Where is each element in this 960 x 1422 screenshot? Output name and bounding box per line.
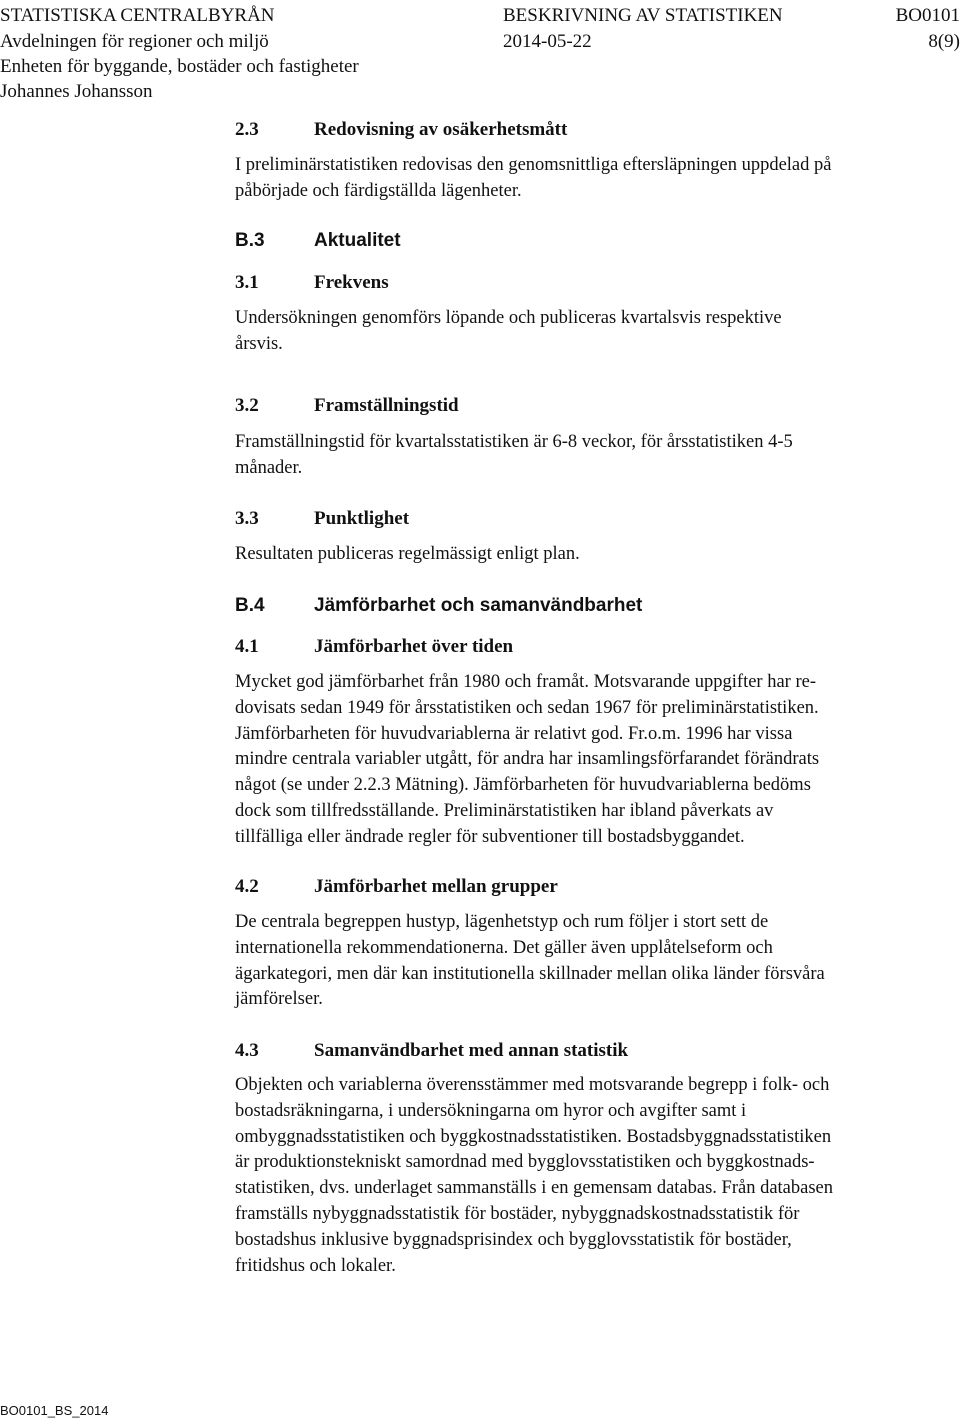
section-3-1-number: 3.1 (235, 272, 259, 293)
section-3-3-title: Punktlighet (314, 508, 410, 529)
body-line: mindre centrala variabler utgått, för andra har insamlingsförfarandet förändrats (235, 749, 820, 770)
header-page-number: 8(9) (928, 31, 960, 52)
body-line: Mycket god jämförbarhet från 1980 och framåt. Motsvarande uppgifter har re- (235, 672, 816, 692)
chapter-b4-title: Jämförbarhet och samanvändbarhet (314, 595, 643, 616)
chapter-b3-title: Aktualitet (314, 230, 401, 251)
body-line: I preliminärstatistiken redovisas den genomsnittliga eftersläpningen uppdelad på (235, 155, 832, 175)
section-3-3-body (235, 542, 925, 568)
body-line: fritidshus och lokaler. (235, 1255, 396, 1276)
body-line: ägarkategori, men där kan institutionella skillnader mellan olika länder försvåra (235, 963, 825, 984)
header-author: Johannes Johansson (0, 81, 153, 102)
body-line: ombyggnadsstatistiken och byggkostnadsstatistiken. Bostadsbyggnadsstatistiken (235, 1126, 832, 1147)
body-line: dovisats sedan 1949 för årsstatistiken och sedan 1967 för preliminärstatistiken. (235, 697, 819, 718)
section-4-1-title: Jämförbarhet över tiden (314, 636, 514, 657)
section-4-2-number: 4.2 (235, 876, 259, 897)
section-3-2-number: 3.2 (235, 395, 259, 416)
header-doc-type: BESKRIVNING AV STATISTIKEN (503, 5, 783, 26)
chapter-b3-number: B.3 (235, 230, 265, 251)
body-line: Undersökningen genomförs löpande och publiceras kvartalsvis respektive (235, 308, 782, 328)
body-line: påbörjade och färdigställda lägenheter. (235, 180, 522, 201)
footer-document-code: BO0101_BS_2014 (0, 1403, 109, 1418)
body-line: bostadshus inklusive byggnadsprisindex och bygglovsstatistik för bostäder, (235, 1229, 792, 1250)
header-org: STATISTISKA CENTRALBYRÅN (0, 5, 275, 26)
header-unit: Enheten för byggande, bostäder och fastigheter (0, 56, 359, 77)
body-line: Resultaten publiceras regelmässigt enligt plan. (235, 544, 580, 564)
body-line: Framställningstid för kvartalsstatistiken är 6-8 veckor, för årsstatistiken 4-5 (235, 432, 793, 452)
section-3-1-body (235, 306, 925, 358)
section-4-3-title: Samanvändbarhet med annan statistik (314, 1040, 629, 1061)
body-line: månader. (235, 457, 303, 478)
header-department: Avdelningen för regioner och miljö (0, 31, 269, 52)
section-4-3-number: 4.3 (235, 1040, 259, 1061)
section-4-1-body (235, 670, 925, 851)
body-line: något (se under 2.2.3 Mätning). Jämförbarheten för huvudvariablerna bedöms (235, 775, 811, 796)
section-4-1-number: 4.1 (235, 636, 259, 657)
section-3-2-title: Framställningstid (314, 395, 459, 416)
header-doc-code: BO0101 (895, 5, 960, 26)
section-4-3-body (235, 1073, 925, 1279)
body-line: bostadsräkningarna, i undersökningarna om hyror och avgifter samt i (235, 1100, 747, 1121)
section-2-3-number: 2.3 (235, 119, 259, 140)
section-3-2-body (235, 430, 925, 482)
body-line: Objekten och variablerna överensstämmer med motsvarande begrepp i folk- och (235, 1075, 830, 1095)
body-line: internationella rekommendationerna. Det gäller även upplåtelseform och (235, 937, 773, 958)
header-date: 2014-05-22 (503, 31, 592, 52)
section-4-2-body (235, 910, 925, 1013)
body-line: Jämförbarheten för huvudvariablerna är relativt god. Fr.o.m. 1996 har vissa (235, 723, 793, 744)
body-line: framställs nybyggnadsstatistik för bostäder, nybyggnadskostnadsstatistik för (235, 1203, 800, 1224)
section-2-3-title: Redovisning av osäkerhetsmått (314, 119, 568, 140)
section-3-3-number: 3.3 (235, 508, 259, 529)
section-4-2-title: Jämförbarhet mellan grupper (314, 876, 558, 897)
body-line: jämförelser. (235, 989, 323, 1010)
body-line: De centrala begreppen hustyp, lägenhetstyp och rum följer i stort sett de (235, 912, 769, 932)
body-line: är produktionstekniskt samordnad med bygglovsstatistiken och byggkostnads- (235, 1152, 815, 1173)
body-line: statistiken, dvs. underlaget sammanställs i en gemensam databas. Från databasen (235, 1178, 834, 1199)
body-line: tillfälliga eller ändrade regler för subventioner till bostadsbyggandet. (235, 826, 745, 847)
body-line: årsvis. (235, 333, 283, 354)
chapter-b4-number: B.4 (235, 595, 265, 616)
section-2-3-body (235, 153, 925, 205)
body-line: dock som tillfredsställande. Preliminärstatistiken har ibland påverkats av (235, 800, 774, 821)
section-3-1-title: Frekvens (314, 272, 389, 293)
